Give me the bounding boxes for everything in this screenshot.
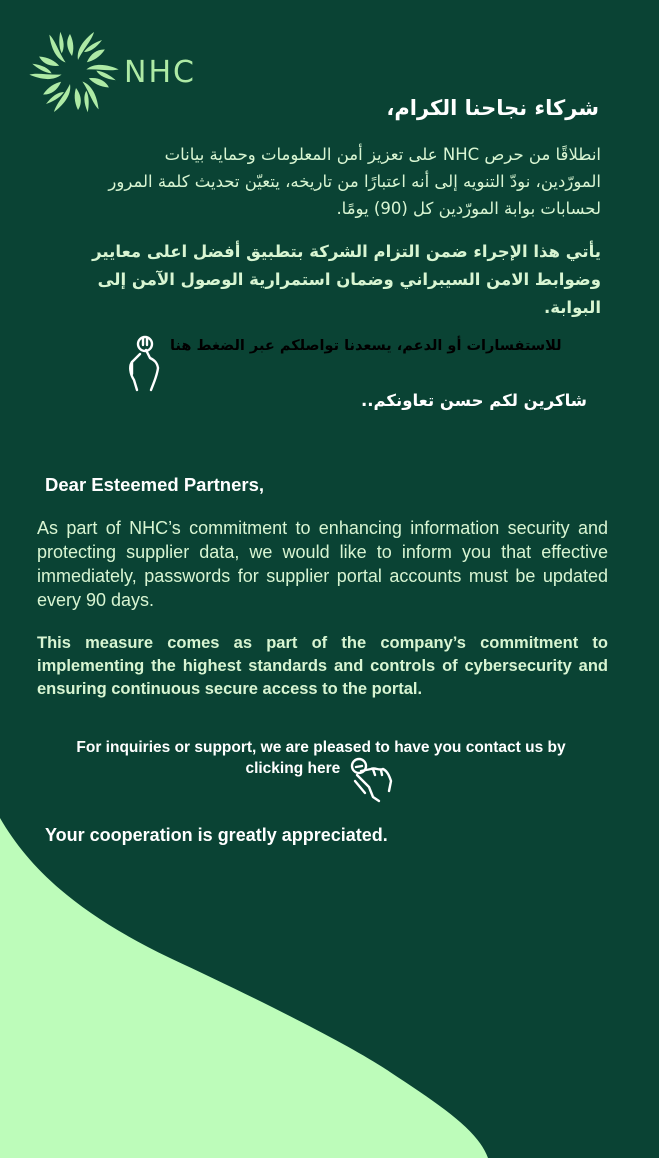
arabic-contact-text[interactable]: للاستفسارات أو الدعم، يسعدنا تواصلكم عبر الضغط هنا xyxy=(170,338,562,354)
pointing-hand-icon[interactable] xyxy=(124,334,164,394)
arabic-thanks: شاكرين لكم حسن تعاونكم.. xyxy=(360,391,587,410)
english-contact-block xyxy=(40,737,602,803)
leaf-wreath-icon xyxy=(28,30,120,114)
light-green-wave xyxy=(0,818,488,1158)
arabic-contact-link[interactable] xyxy=(124,334,562,394)
nhc-logo xyxy=(28,30,196,114)
english-paragraph-1: As part of NHC’s commitment to enhancing information security and protecting supplier data, we would like to inform you that effective immediately, passwords for supplier portal accounts must be updated every 90 days. xyxy=(37,518,608,610)
english-contact-prefix: For inquiries or support, we are pleased to have you contact us by xyxy=(76,739,566,756)
pointing-hand-icon[interactable] xyxy=(349,757,397,803)
logo-text: NHC xyxy=(124,54,196,90)
arabic-greeting: شركاء نجاحنا الكرام، xyxy=(386,96,599,120)
english-contact-link[interactable]: clicking here xyxy=(245,760,341,777)
arabic-paragraph-1: انطلاقًا من حرص NHC على تعزيز أمن المعلومات وحماية بيانات المورّدين، نودّ التنويه إلى أنه اعتبارًا من تاريخه، يتعيّن تحديث كلمة المرور لحسابات بوابة المورّدين كل (90) يومًا. xyxy=(108,145,601,218)
english-thanks: Your cooperation is greatly appreciated. xyxy=(45,825,388,845)
arabic-paragraph-2: يأتي هذا الإجراء ضمن التزام الشركة بتطبيق أفضل اعلى معايير وضوابط الامن السيبراني وضمان استمرارية الوصول الآمن إلى البوابة. xyxy=(92,242,601,317)
english-greeting: Dear Esteemed Partners, xyxy=(45,474,265,495)
english-paragraph-2: This measure comes as part of the company’s commitment to implementing the highest standards and controls of cybersecurity and ensuring continuous secure access to the portal. xyxy=(37,634,608,698)
